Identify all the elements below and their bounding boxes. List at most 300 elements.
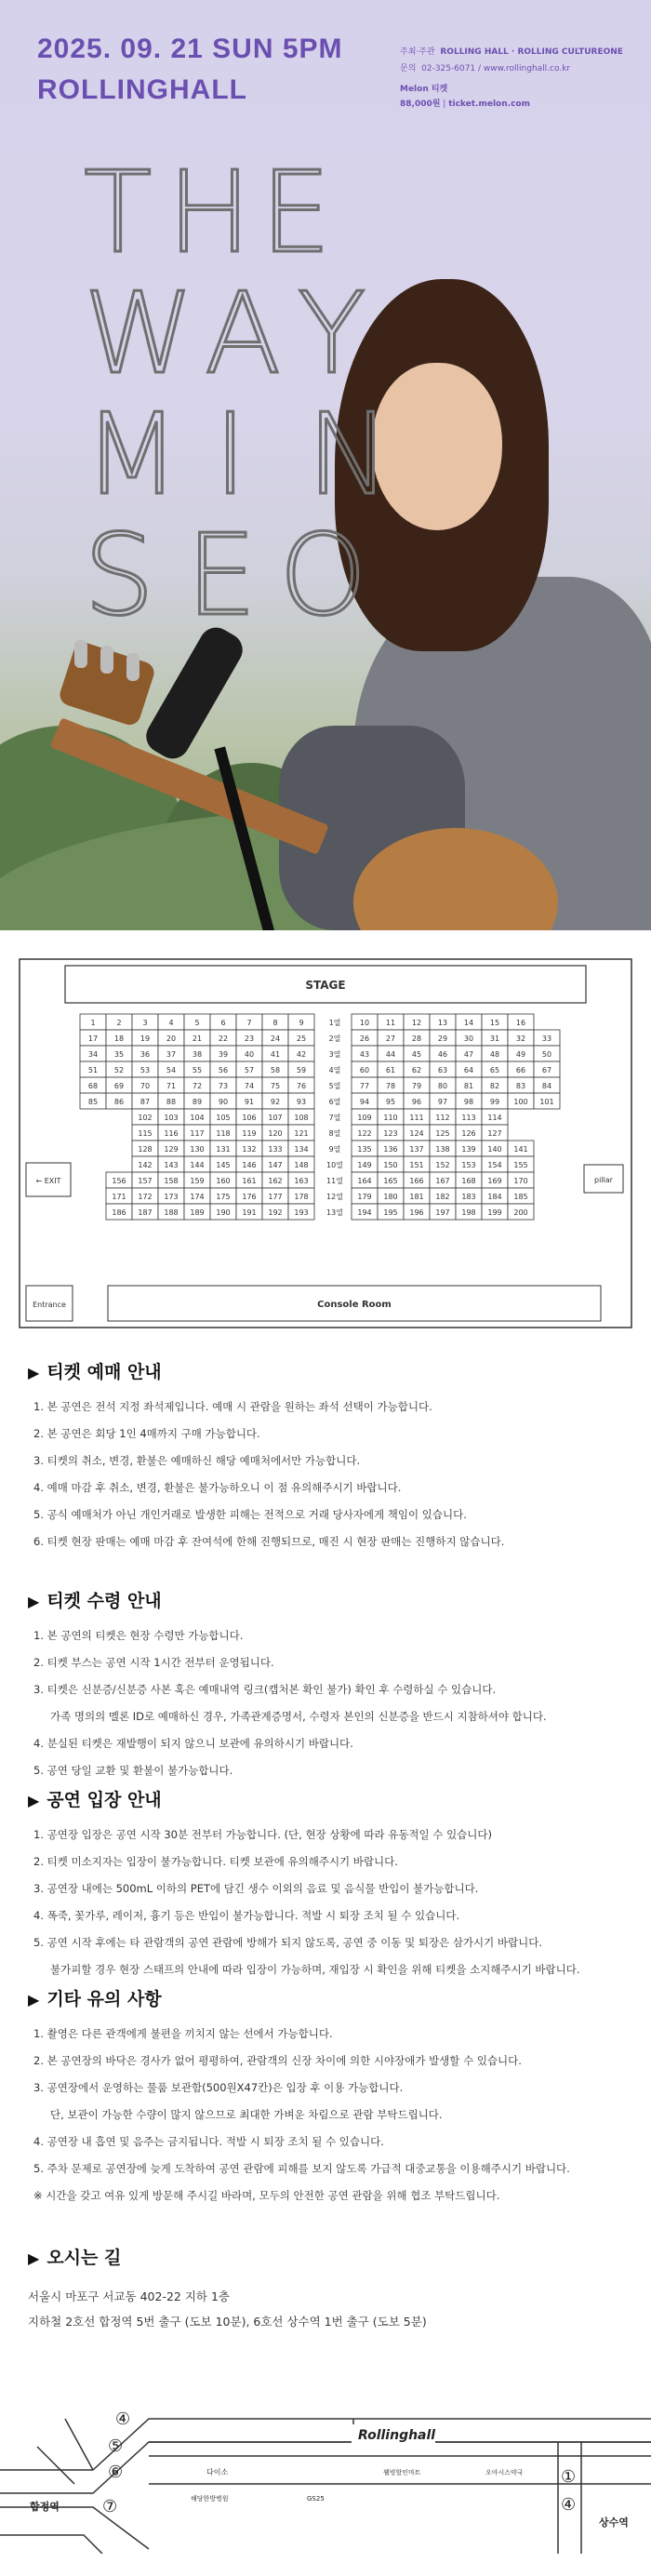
map-road [37,2447,74,2484]
seat-number: 133 [268,1145,283,1154]
seat-number: 186 [112,1208,126,1217]
info-line: 1. 본 공연의 티켓은 현장 수령만 가능합니다. [33,1629,244,1642]
exit-6-hapjeong: ⑥ [108,2463,124,2482]
pillar-label: pillar [594,1176,613,1184]
seat-number: 171 [112,1193,126,1201]
seat-number: 128 [138,1145,153,1154]
section-title-text: 티켓 예매 안내 [46,1362,162,1382]
info-line: 불가피할 경우 현장 스태프의 안내에 따라 입장이 가능하며, 재입장 시 확인을 위해 티켓을 소지해주시기 바랍니다. [50,1963,580,1976]
seat-number: 193 [294,1208,309,1217]
seat-number: 132 [242,1145,257,1154]
seat-number: 6 [220,1019,226,1027]
seat-number: 40 [244,1050,255,1059]
seat-number: 80 [437,1082,448,1090]
seat-number: 13 [437,1019,448,1027]
seat-number: 116 [164,1129,179,1138]
seat-number: 9 [299,1019,304,1027]
seat-number: 94 [359,1098,370,1106]
location-map [0,2344,651,2554]
title-letter: A [205,270,299,399]
seat-number: 58 [270,1066,281,1074]
map-label-pharmacy: 오아시스약국 [485,2469,524,2476]
seat-number: 115 [138,1129,153,1138]
map-label-welbeing: 웰빙할인마트 [383,2469,421,2476]
seat-number: 88 [166,1098,177,1106]
seat-number: 28 [411,1034,422,1043]
seat-number: 98 [463,1098,474,1106]
triangle-icon: ▶ [28,1593,40,1610]
seat-number: 74 [244,1082,255,1090]
seat-number: 75 [270,1082,281,1090]
seat-number: 119 [242,1129,257,1138]
tuning-peg [126,653,140,681]
seat-number: 29 [437,1034,448,1043]
seat-number: 25 [296,1034,307,1043]
title-letter: Y [298,270,383,399]
section-directions [28,2244,623,2334]
seat-number: 107 [268,1114,283,1122]
seat-number: 44 [385,1050,396,1059]
seat-number: 123 [383,1129,398,1138]
row-label: 8열 [328,1129,341,1138]
seating-chart [19,958,632,1328]
seat-number: 22 [218,1034,229,1043]
seat-number: 72 [192,1082,203,1090]
seat-number: 84 [541,1082,552,1090]
exit-4-hapjeong: ④ [115,2409,131,2429]
seat-number: 33 [541,1034,552,1043]
map-road [0,2419,651,2470]
info-line: 1. 촬영은 다른 관객에게 불편을 끼치지 않는 선에서 가능합니다. [33,2027,333,2040]
title-letter: E [260,149,348,278]
seat-number: 47 [463,1050,474,1059]
seat-number: 176 [242,1193,257,1201]
seat-number: 191 [242,1208,257,1217]
map-road [0,2535,102,2554]
info-line: 5. 공연 시작 후에는 타 관람객의 공연 관람에 방해가 되지 않도록, 공연 중 이동 및 퇴장은 삼가시기 바랍니다. [33,1936,543,1949]
host-text: ROLLING HALL · ROLLING CULTUREONE [440,47,623,57]
map-label-hapjeong: 합정역 [30,2501,60,2513]
host-label: 주최·주관 [400,47,435,57]
seat-number: 42 [296,1050,307,1059]
seat-number: 137 [409,1145,424,1154]
seat-number: 76 [296,1082,307,1090]
exit-1-sangsu: ① [561,2467,577,2487]
contact-label: 문의 [400,64,417,73]
title-letter: H [167,149,269,278]
section-title [28,1358,623,1383]
info-line: 2. 티켓 부스는 공연 시작 1시간 전부터 운영됩니다. [33,1656,274,1669]
title-letter: O [279,512,384,641]
triangle-icon: ▶ [28,2249,40,2267]
seat-number: 187 [138,1208,153,1217]
title-letter: S [84,512,172,641]
row-label: 2열 [328,1034,341,1043]
seat-number: 113 [461,1114,476,1122]
seat-number: 68 [87,1082,99,1090]
seat-number: 66 [515,1066,526,1074]
seat-number: 194 [357,1208,372,1217]
seat-number: 92 [270,1098,281,1106]
title-letter: T [84,149,169,278]
info-line: 단, 보관이 가능한 수량이 많지 않으므로 최대한 가벼운 차림으로 관람 부탁드립니다. [50,2108,443,2121]
info-line: 4. 공연장 내 흡연 및 음주는 금지됩니다. 적발 시 퇴장 조치 될 수 있습니다. [33,2135,384,2148]
exit-label: ← EXIT [35,1177,61,1185]
triangle-icon: ▶ [28,1991,40,2009]
map-road [65,2419,93,2470]
seat-number: 170 [513,1177,528,1185]
seat-number: 158 [164,1177,179,1185]
microphone [140,621,249,765]
seat-number: 96 [411,1098,422,1106]
seat-number: 81 [463,1082,474,1090]
title-letter: M [84,391,197,520]
seat-number: 90 [218,1098,229,1106]
section-title [28,1985,623,2010]
contact-text: 02-325-6071 / www.rollinghall.co.kr [421,64,571,73]
seat-number: 52 [113,1066,125,1074]
seat-number: 10 [359,1019,370,1027]
map-label-daiso: 다이소 [206,2468,229,2476]
seat-number: 2 [116,1019,122,1027]
seating-chart-svg [19,958,632,1328]
seat-number: 130 [190,1145,205,1154]
seat-number: 141 [513,1145,528,1154]
seat-number: 139 [461,1145,476,1154]
seat-number: 148 [294,1161,309,1169]
seat-number: 184 [487,1193,502,1201]
seat-number: 196 [409,1208,424,1217]
seat-number: 174 [190,1193,205,1201]
seat-number: 166 [409,1177,424,1185]
section-other-notes [28,1985,623,2187]
seat-number: 99 [489,1098,500,1106]
seat-number: 39 [218,1050,229,1059]
stage-label: STAGE [305,979,346,992]
seat-number: 54 [166,1066,177,1074]
seat-number: 118 [216,1129,231,1138]
seat-number: 18 [113,1034,125,1043]
tuning-peg [74,640,87,668]
seat-number: 164 [357,1177,372,1185]
title-letter: E [186,512,273,641]
seat-number: 180 [383,1193,398,1201]
seat-number: 71 [166,1082,177,1090]
seat-number: 126 [461,1129,476,1138]
seat-number: 117 [190,1129,205,1138]
seat-number: 144 [190,1161,205,1169]
seat-number: 189 [190,1208,205,1217]
poster-venue: ROLLINGHALL [37,74,247,105]
seat-number: 182 [435,1193,450,1201]
triangle-icon: ▶ [28,1792,40,1809]
poster-contact [400,61,570,73]
seat-number: 50 [541,1050,552,1059]
seat-number: 157 [138,1177,153,1185]
seat-number: 192 [268,1208,283,1217]
poster-price: 88,000원 | ticket.melon.com [400,100,530,109]
seat-number: 51 [87,1066,99,1074]
address-text: 서울시 마포구 서교동 402-22 지하 1층 [28,2289,230,2303]
seat-number: 143 [164,1161,179,1169]
seat-number: 57 [244,1066,255,1074]
row-label: 9열 [328,1145,341,1154]
seat-number: 89 [192,1098,203,1106]
concert-poster [0,0,651,930]
seat-number: 155 [513,1161,528,1169]
seat-number: 185 [513,1193,528,1201]
seat-number: 136 [383,1145,398,1154]
row-label: 13열 [326,1208,343,1217]
poster-ticket-vendor: Melon 티켓 [400,85,448,94]
map-road [0,2442,651,2493]
seat-number: 79 [411,1082,422,1090]
seat-number: 16 [515,1019,526,1027]
seat-number: 82 [489,1082,500,1090]
seat-number: 26 [359,1034,370,1043]
seat-number: 31 [489,1034,500,1043]
seat-number: 37 [166,1050,177,1059]
seat-number: 101 [539,1098,554,1106]
seat-number: 135 [357,1145,372,1154]
row-label: 4열 [328,1066,341,1074]
seat-number: 112 [435,1114,450,1122]
seat-number: 111 [409,1114,424,1122]
seat-number: 188 [164,1208,179,1217]
seat-number: 95 [385,1098,396,1106]
section-title-text: 공연 입장 안내 [46,1790,162,1810]
seat-number: 60 [359,1066,370,1074]
seat-number: 83 [515,1082,526,1090]
seat-number: 152 [435,1161,450,1169]
seat-number: 61 [385,1066,396,1074]
seat-number: 69 [113,1082,125,1090]
seat-number: 23 [244,1034,255,1043]
seat-number: 7 [246,1019,252,1027]
title-letter: N [307,391,407,520]
seat-number: 200 [513,1208,528,1217]
tuning-peg [100,646,113,674]
seat-number: 159 [190,1177,205,1185]
row-label: 11열 [326,1177,343,1185]
seat-number: 197 [435,1208,450,1217]
seat-number: 97 [437,1098,448,1106]
closing-note: ※ 시간을 갖고 여유 있게 방문해 주시길 바라며, 모두의 안전한 공연 관람을 위해 협조 부탁드립니다. [33,2189,500,2202]
seat-number: 3 [142,1019,148,1027]
row-label: 6열 [328,1098,341,1106]
seat-number: 46 [437,1050,448,1059]
seat-number: 43 [359,1050,370,1059]
seat-number: 183 [461,1193,476,1201]
seat-number: 27 [385,1034,396,1043]
location-map-svg [0,2344,651,2554]
row-label: 7열 [328,1114,341,1122]
info-line: 3. 티켓의 취소, 변경, 환불은 예매하신 해당 예매처에서만 가능합니다. [33,1454,361,1467]
seat-number: 156 [112,1177,126,1185]
seat-number: 30 [463,1034,474,1043]
map-label-rollinghall: Rollinghall [358,2428,436,2443]
seat-number: 131 [216,1145,231,1154]
seat-number: 106 [242,1114,257,1122]
info-line: 2. 본 공연장의 바닥은 경사가 없어 평평하여, 관람객의 신장 차이에 의한 시야장애가 발생할 수 있습니다. [33,2054,522,2067]
exit-4-sangsu: ④ [561,2495,577,2515]
seat-number: 65 [489,1066,500,1074]
section-ticket-booking [28,1358,623,1560]
price-text: 88,000원 [400,100,441,109]
section-title [28,1786,623,1811]
seat-number: 70 [140,1082,151,1090]
seat-number: 127 [487,1129,502,1138]
info-line: 5. 공식 예매처가 아닌 개인거래로 발생한 피해는 전적으로 거래 당사자에게 책임이 있습니다. [33,1508,467,1521]
seat-number: 86 [113,1098,125,1106]
row-label: 3열 [328,1050,341,1059]
info-line: 6. 티켓 현장 판매는 예매 마감 후 잔여석에 한해 진행되므로, 매진 시 현장 판매는 진행하지 않습니다. [33,1535,505,1548]
info-line: 3. 티켓은 신분증/신분증 사본 혹은 예매내역 링크(캡처본 확인 불가) 확인 후 수령하실 수 있습니다. [33,1683,497,1696]
seat-number: 151 [409,1161,424,1169]
seat-number: 17 [87,1034,99,1043]
seat-number: 59 [296,1066,307,1074]
info-line: 2. 본 공연은 회당 1인 4매까지 구매 가능합니다. [33,1427,260,1440]
seat-number: 178 [294,1193,309,1201]
seat-number: 114 [487,1114,502,1122]
seat-number: 67 [541,1066,552,1074]
triangle-icon: ▶ [28,1364,40,1381]
info-line: 4. 분실된 티켓은 재발행이 되지 않으니 보관에 유의하시기 바랍니다. [33,1737,353,1750]
seat-number: 38 [192,1050,203,1059]
seat-number: 175 [216,1193,231,1201]
seat-number: 153 [461,1161,476,1169]
seat-number: 172 [138,1193,153,1201]
seat-number: 150 [383,1161,398,1169]
info-line: 4. 예매 마감 후 취소, 변경, 환불은 불가능하오니 이 점 유의해주시기 바랍니다. [33,1481,402,1494]
seat-number: 190 [216,1208,231,1217]
seat-number: 173 [164,1193,179,1201]
seat-number: 103 [164,1114,179,1122]
seat-number: 161 [242,1177,257,1185]
seat-number: 147 [268,1161,283,1169]
section-title [28,2244,623,2269]
seat-number: 4 [168,1019,174,1027]
section-entry [28,1786,623,1988]
seat-number: 124 [409,1129,424,1138]
seat-number: 102 [138,1114,153,1122]
ticket-site-text: ticket.melon.com [448,100,530,109]
seat-number: 5 [194,1019,200,1027]
info-line: 1. 공연장 입장은 공연 시작 30분 전부터 가능합니다. (단, 현장 상황에 따라 유동적일 수 있습니다) [33,1828,492,1841]
row-label: 5열 [328,1082,341,1090]
seat-number: 41 [270,1050,281,1059]
seat-number: 77 [359,1082,370,1090]
seat-number: 105 [216,1114,231,1122]
seat-number: 160 [216,1177,231,1185]
seat-number: 179 [357,1193,372,1201]
seat-number: 21 [192,1034,203,1043]
map-label-hospital: 해당한방병원 [191,2495,229,2503]
seat-number: 53 [140,1066,151,1074]
seat-number: 142 [138,1161,153,1169]
seat-number: 129 [164,1145,179,1154]
title-letter: W [84,270,211,399]
seat-number: 100 [513,1098,528,1106]
seat-number: 149 [357,1161,372,1169]
seat-number: 163 [294,1177,309,1185]
seat-number: 85 [87,1098,99,1106]
seat-number: 120 [268,1129,283,1138]
map-road [0,2507,149,2549]
seat-number: 177 [268,1193,283,1201]
seat-number: 64 [463,1066,474,1074]
seat-number: 63 [437,1066,448,1074]
title-letter: I [214,391,264,520]
seat-number: 12 [411,1019,422,1027]
seat-number: 35 [113,1050,125,1059]
info-line: 5. 공연 당일 교환 및 환불이 불가능합니다. [33,1764,233,1777]
poster-host [400,45,623,57]
info-line: 2. 티켓 미소지자는 입장이 불가능합니다. 티켓 보관에 유의해주시기 바랍니다. [33,1855,398,1868]
seat-number: 91 [244,1098,255,1106]
seat-number: 108 [294,1114,309,1122]
section-ticket-pickup [28,1587,623,1789]
seat-number: 109 [357,1114,372,1122]
seat-number: 36 [140,1050,151,1059]
seat-number: 15 [489,1019,500,1027]
info-line: 5. 주차 문제로 공연장에 늦게 도착하여 공연 관람에 피해를 보지 않도록 가급적 대중교통을 이용해주시기 바랍니다. [33,2162,570,2175]
section-title-text: 티켓 수령 안내 [46,1591,162,1611]
section-title-text: 기타 유의 사항 [46,1989,162,2009]
seat-number: 125 [435,1129,450,1138]
poster-date: 2025. 09. 21 SUN 5PM [37,33,343,64]
seat-number: 145 [216,1161,231,1169]
map-label-gs25: GS25 [307,2495,325,2503]
transit-text: 지하철 2호선 합정역 5번 출구 (도보 10분), 6호선 상수역 1번 출구 (도보 5분) [28,2315,427,2329]
seat-number: 78 [385,1082,396,1090]
info-line: 3. 공연장 내에는 500mL 이하의 PET에 담긴 생수 이외의 음료 및 음식물 반입이 불가능합니다. [33,1882,479,1895]
seat-number: 56 [218,1066,229,1074]
seat-number: 140 [487,1145,502,1154]
seat-number: 122 [357,1129,372,1138]
section-title-text: 오시는 길 [46,2248,122,2268]
poster-title-art [84,149,407,641]
seat-number: 121 [294,1129,309,1138]
seat-number: 93 [296,1098,307,1106]
info-line: 가족 명의의 멜론 ID로 예매하신 경우, 가족관계증명서, 수령자 본인의 신분증을 반드시 지참하셔야 합니다. [50,1710,547,1723]
seat-number: 1 [90,1019,96,1027]
entrance-label: Entrance [33,1301,66,1309]
seat-number: 181 [409,1193,424,1201]
info-line: 3. 공연장에서 운영하는 물품 보관함(500원X47칸)은 입장 후 이용 가능합니다. [33,2081,404,2094]
seat-number: 154 [487,1161,502,1169]
seat-number: 11 [385,1019,396,1027]
seat-number: 48 [489,1050,500,1059]
row-label: 10열 [326,1161,343,1169]
seat-number: 168 [461,1177,476,1185]
seat-number: 20 [166,1034,177,1043]
seat-number: 199 [487,1208,502,1217]
console-room-label: Console Room [317,1300,392,1310]
section-title [28,1587,623,1612]
seat-number: 167 [435,1177,450,1185]
seat-number: 32 [515,1034,526,1043]
seat-number: 162 [268,1177,283,1185]
seat-number: 87 [140,1098,151,1106]
map-label-sangsu: 상수역 [599,2516,629,2529]
exit-7-hapjeong: ⑦ [102,2497,118,2516]
seat-number: 146 [242,1161,257,1169]
seat-number: 62 [411,1066,422,1074]
info-line: 1. 본 공연은 전석 지정 좌석제입니다. 예매 시 관람을 원하는 좌석 선택이 가능합니다. [33,1400,432,1413]
seat-number: 49 [515,1050,526,1059]
seat-number: 8 [272,1019,278,1027]
